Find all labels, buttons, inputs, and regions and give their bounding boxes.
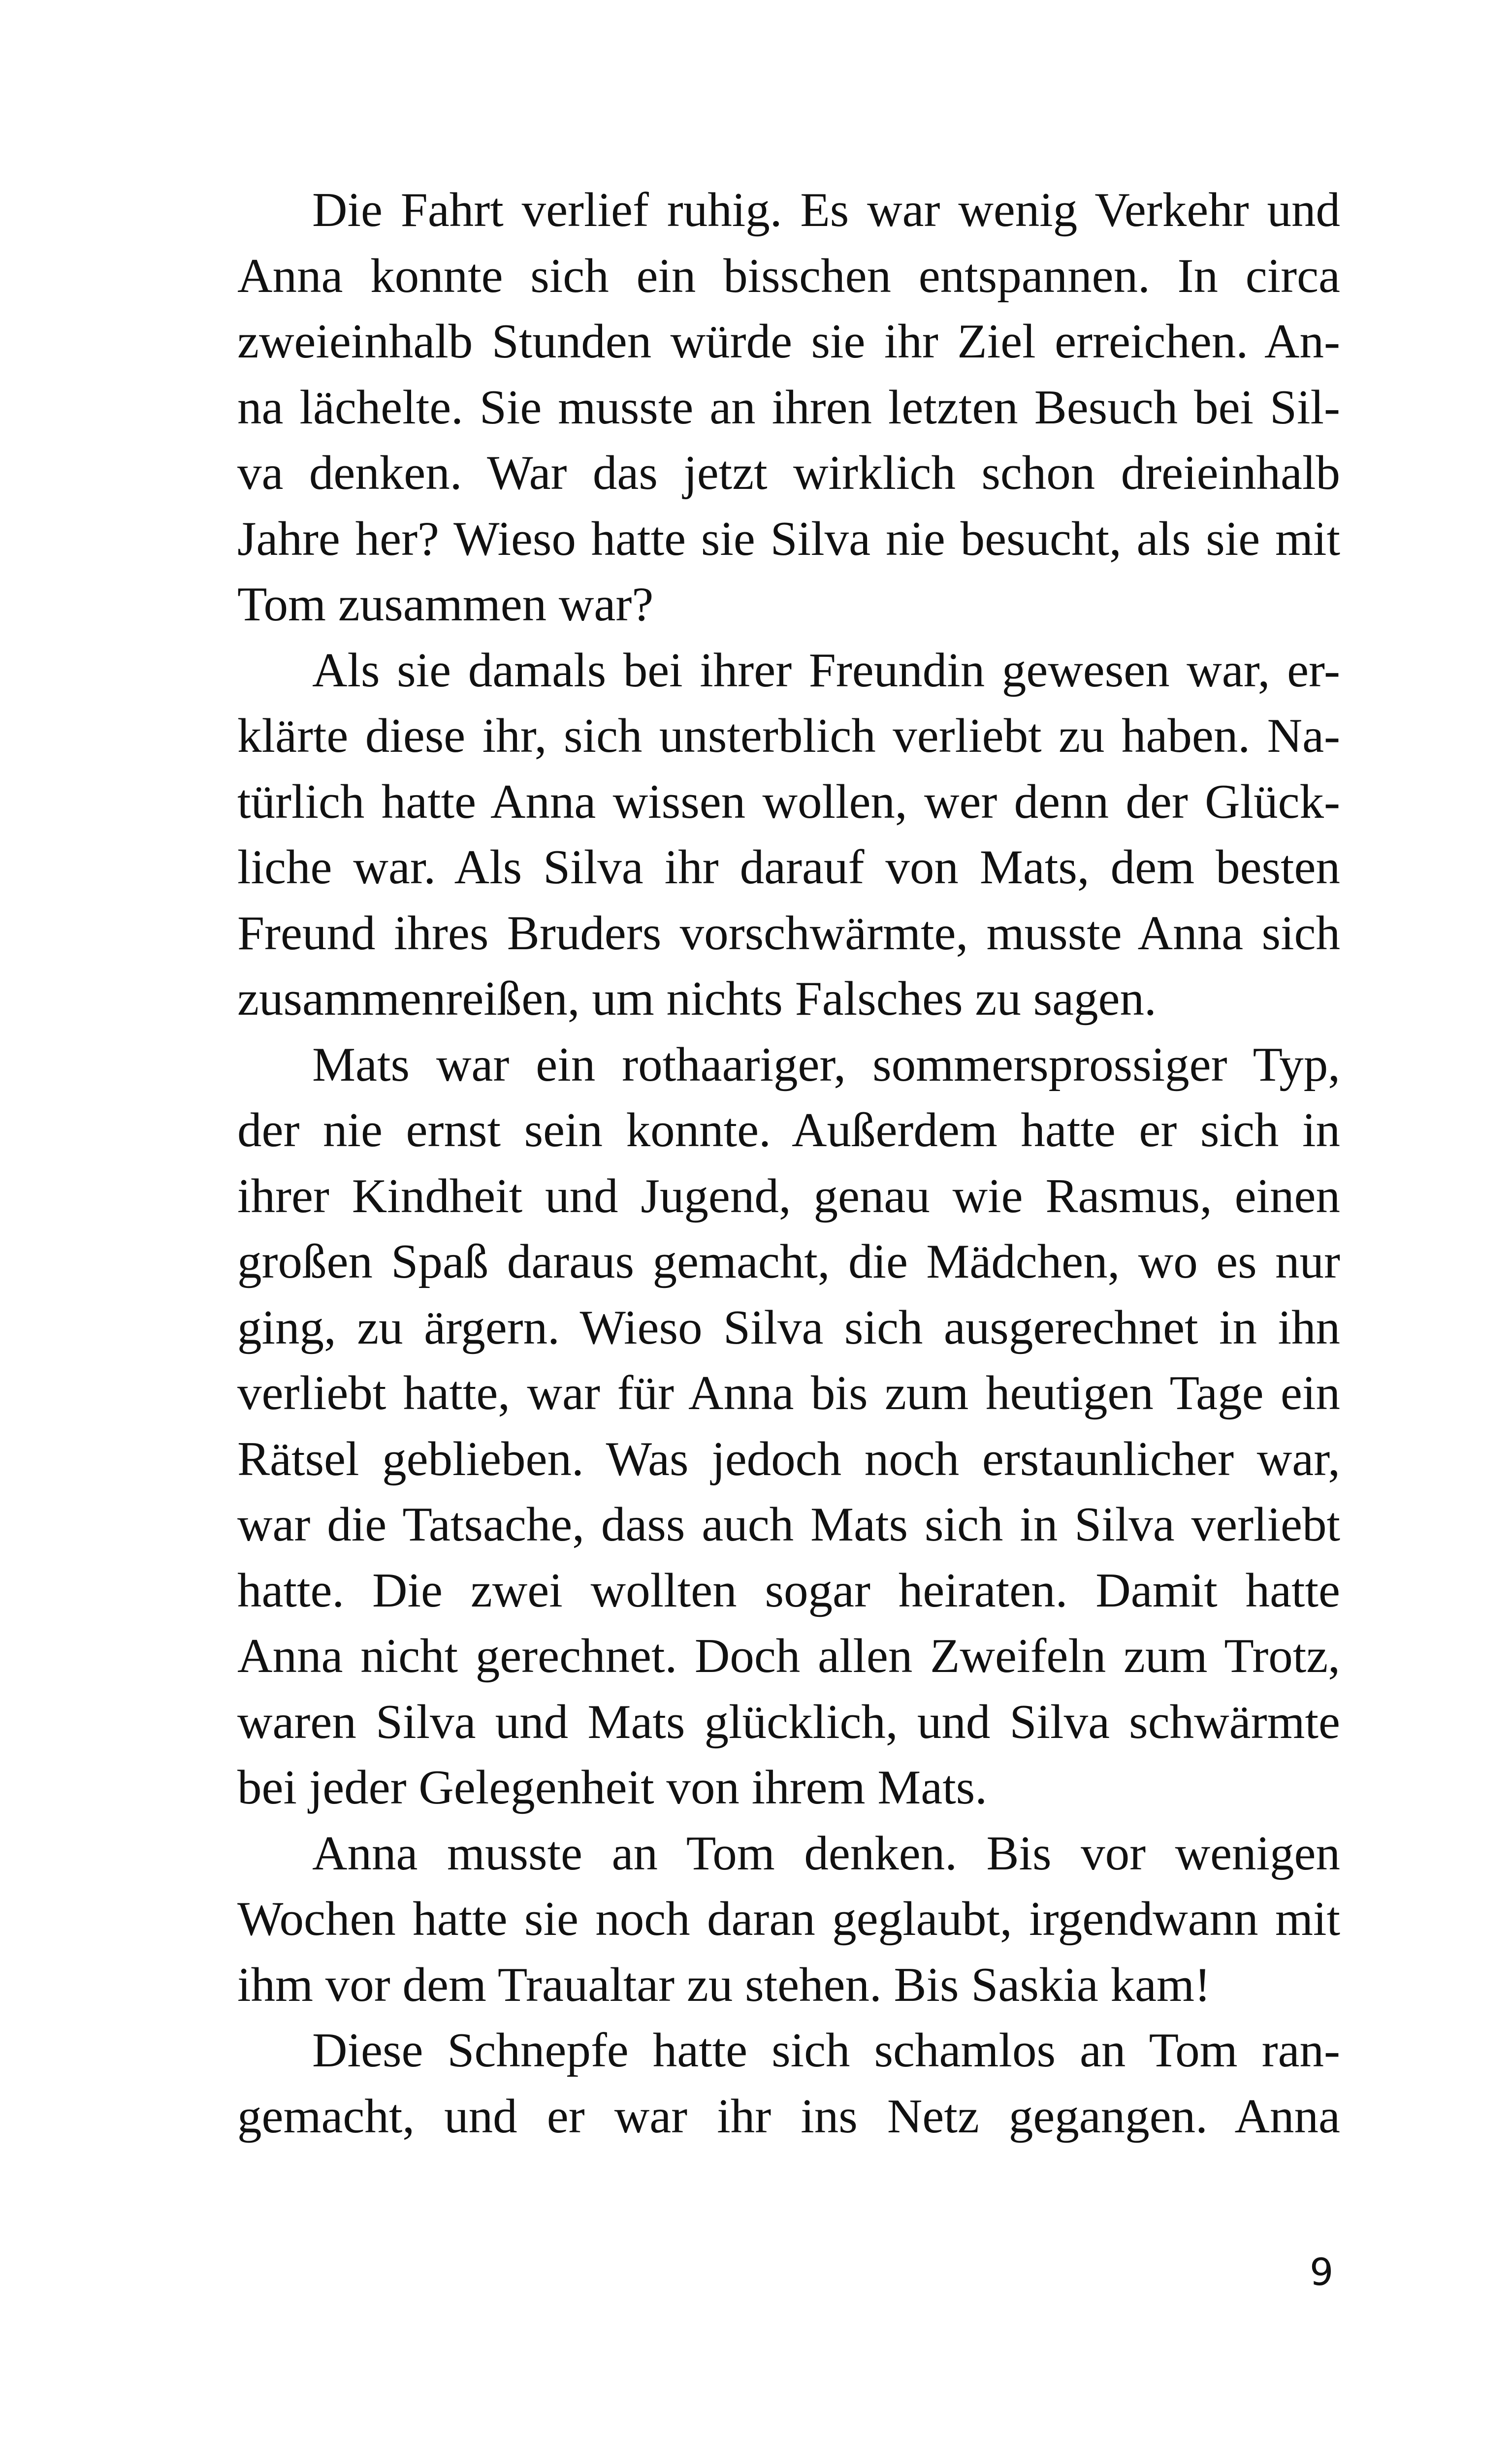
- text-line: war die Tatsache, dass auch Mats sich in Silva verliebt: [237, 1498, 1340, 1551]
- text-line: Die Fahrt verlief ruhig. Es war wenig Verkehr und: [312, 183, 1340, 237]
- text-line: zweieinhalb Stunden würde sie ihr Ziel erreichen. An-: [237, 315, 1340, 368]
- text-line: ihrer Kindheit und Jugend, genau wie Rasmus, einen: [237, 1169, 1340, 1223]
- paragraph: [237, 2018, 1340, 2149]
- text-line: Anna nicht gerechnet. Doch allen Zweifeln zum Trotz,: [237, 1629, 1340, 1683]
- text-line: klärte diese ihr, sich unsterblich verliebt zu haben. Na-: [237, 709, 1340, 763]
- paragraph: [237, 177, 1340, 638]
- text-line: hatte. Die zwei wollten sogar heiraten. Damit hatte: [237, 1563, 1340, 1617]
- text-line: der nie ernst sein konnte. Außerdem hatte er sich in: [237, 1103, 1340, 1157]
- text-line: Tom zusammen war?: [237, 578, 654, 631]
- text-line: liche war. Als Silva ihr darauf von Mats, dem besten: [237, 840, 1340, 894]
- paragraph: [237, 1032, 1340, 1821]
- text-line: bei jeder Gelegenheit von ihrem Mats.: [237, 1761, 987, 1814]
- text-line: Rätsel geblieben. Was jedoch noch erstaunlicher war,: [237, 1432, 1340, 1486]
- text-line: Jahre her? Wieso hatte sie Silva nie besucht, als sie mit: [237, 512, 1340, 566]
- paragraph: [237, 638, 1340, 1032]
- text-line: Mats war ein rothaariger, sommersprossiger Typ,: [312, 1037, 1340, 1092]
- text-line: verliebt hatte, war für Anna bis zum heutigen Tage ein: [237, 1366, 1340, 1420]
- text-line: waren Silva und Mats glücklich, und Silva schwärmte: [237, 1695, 1340, 1749]
- text-line: Freund ihres Bruders vorschwärmte, musste Anna sich: [237, 906, 1340, 960]
- text-line: gemacht, und er war ihr ins Netz gegangen. Anna: [237, 2089, 1340, 2143]
- text-line: Als sie damals bei ihrer Freundin gewesen war, er-: [312, 643, 1340, 697]
- text-line: zusammenreißen, um nichts Falsches zu sagen.: [237, 972, 1157, 1026]
- body-text: [237, 177, 1340, 2149]
- text-line: ging, zu ärgern. Wieso Silva sich ausgerechnet in ihn: [237, 1300, 1340, 1354]
- text-line: Anna konnte sich ein bisschen entspannen. In circa: [237, 249, 1340, 303]
- text-line: na lächelte. Sie musste an ihren letzten Besuch bei Sil-: [237, 380, 1340, 434]
- text-line: Anna musste an Tom denken. Bis vor wenigen: [312, 1826, 1340, 1880]
- paragraph: [237, 1821, 1340, 2018]
- text-line: großen Spaß daraus gemacht, die Mädchen, wo es nur: [237, 1235, 1340, 1288]
- text-line: ihm vor dem Traualtar zu stehen. Bis Saskia kam!: [237, 1958, 1211, 2012]
- text-line: Diese Schnepfe hatte sich schamlos an Tom ran-: [312, 2024, 1340, 2077]
- text-line: türlich hatte Anna wissen wollen, wer denn der Glück-: [237, 774, 1340, 829]
- text-line: Wochen hatte sie noch daran geglaubt, irgendwann mit: [237, 1892, 1340, 1946]
- page-number: 9: [1310, 2250, 1334, 2294]
- text-line: va denken. War das jetzt wirklich schon dreieinhalb: [237, 446, 1340, 500]
